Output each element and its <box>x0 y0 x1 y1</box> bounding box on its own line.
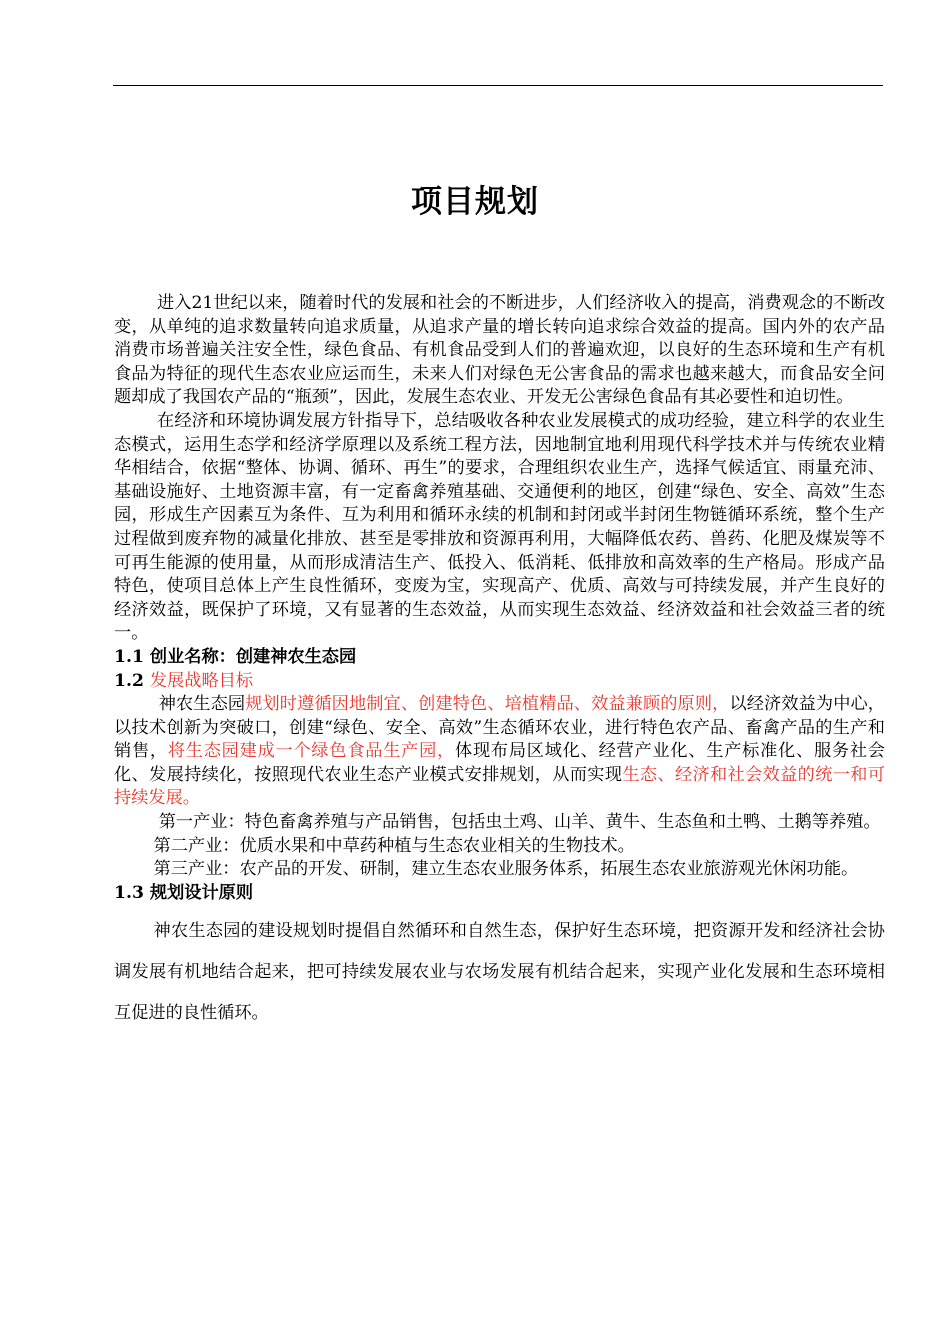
page-title: 项目规划 <box>411 184 539 220</box>
paragraph-design-principles: 神农生态园的建设规划时提倡自然循环和自然生态，保护好生态环境，把资源开发和经济社会协调发展有机地结合起来，把可持续发展农业与农场发展有机结合起来，实现产业化发展和生态环境相互促进的良性循环。 <box>114 921 885 1024</box>
paragraph-tertiary-industry: 第三产业：农产品的开发、研制，建立生态农业服务体系，拓展生态农业旅游观光休闲功能。 <box>153 859 859 880</box>
heading-1-2-text: 发展战略目标 <box>149 670 254 691</box>
strategy-part-d: 将生态园建成一个绿色食品生产园， <box>167 741 455 762</box>
paragraph-approach: 在经济和环境协调发展方针指导下，总结吸收各种农业发展模式的成功经验，建立科学的农业生态模式，运用生态学和经济学原理以及系统工程方法，因地制宜地利用现代科学技术并与传统农业精华相结合，依据“整体、协调、循环、再生”的要求，合理组织农业生产，选择气候适宜、雨量充沛、基础设施好、土地资源丰富，有一定畜禽养殖基础、交通便利的地区，创建“绿色、安全、高效”生态园，形成生产因素互为条件、互为利用和循环永续的机制和封闭或半封闭生物链循环系统，整个生产过程做到废弃物的减量化排放、甚至是零排放和资源再利用，大幅降低农药、兽药、化肥及煤炭等不可再生能源的使用量，从而形成清洁生产、低投入、低消耗、低排放和高效率的生产格局。形成产品特色，使项目总体上产生良性循环，变废为宝，实现高产、优质、高效与可持续发展，并产生良好的经济效益，既保护了环境，又有显著的生态效益，从而实现生态效益、经济效益和社会效益三者的统一。 <box>114 410 885 644</box>
header-rule <box>113 85 883 86</box>
strategy-part-c: 以经济效益为中心，以技术创新为突破口，创建“绿色、安全、高效”生态循环农业，进行特色农产品、畜禽产品的生产和销售， <box>114 694 885 762</box>
strategy-part-a: 神农生态园 <box>158 694 246 715</box>
paragraph-secondary-industry: 第二产业：优质水果和中草药种植与生态农业相关的生物技术。 <box>153 835 635 856</box>
paragraph-intro: 进入21世纪以来，随着时代的发展和社会的不断进步，人们经济收入的提高，消费观念的不断改变，从单纯的追求数量转向追求质量，从追求产量的增长转向追求综合效益的提高。国内外的农产品消费市场普遍关注安全性，绿色食品、有机食品受到人们的普遍欢迎，以良好的生态环境和生产有机食品为特征的现代生态农业应运而生，未来人们对绿色无公害食品的需求也越来越大，而食品安全问题却成了我国农产品的“瓶颈”，因此，发展生态农业、开发无公害绿色食品有其必要性和迫切性。 <box>114 293 885 408</box>
strategy-part-b: 规划时遵循因地制宜、创建特色、培植精品、效益兼顾的原则， <box>245 694 730 715</box>
heading-1-3: 1.3 规划设计原则 <box>114 882 254 903</box>
heading-1-2-number: 1.2 <box>114 670 150 691</box>
heading-1-1: 1.1 创业名称：创建神农生态园 <box>114 646 357 667</box>
document-body <box>114 292 885 1034</box>
paragraph-strategy <box>114 693 885 811</box>
heading-1-2 <box>114 670 885 694</box>
strategy-part-e: 体现布局区域化、经营产业化、生产标准化、服务社会化、发展持续化，按照现代农业生态产业模式安排规划，从而实现 <box>114 741 885 785</box>
paragraph-primary-industry: 第一产业：特色畜禽养殖与产品销售，包括虫土鸡、山羊、黄牛、生态鱼和土鸭、土鹅等养殖。 <box>158 812 881 833</box>
strategy-part-f: 生态、经济和社会效益的统一和可持续发展。 <box>114 764 885 809</box>
